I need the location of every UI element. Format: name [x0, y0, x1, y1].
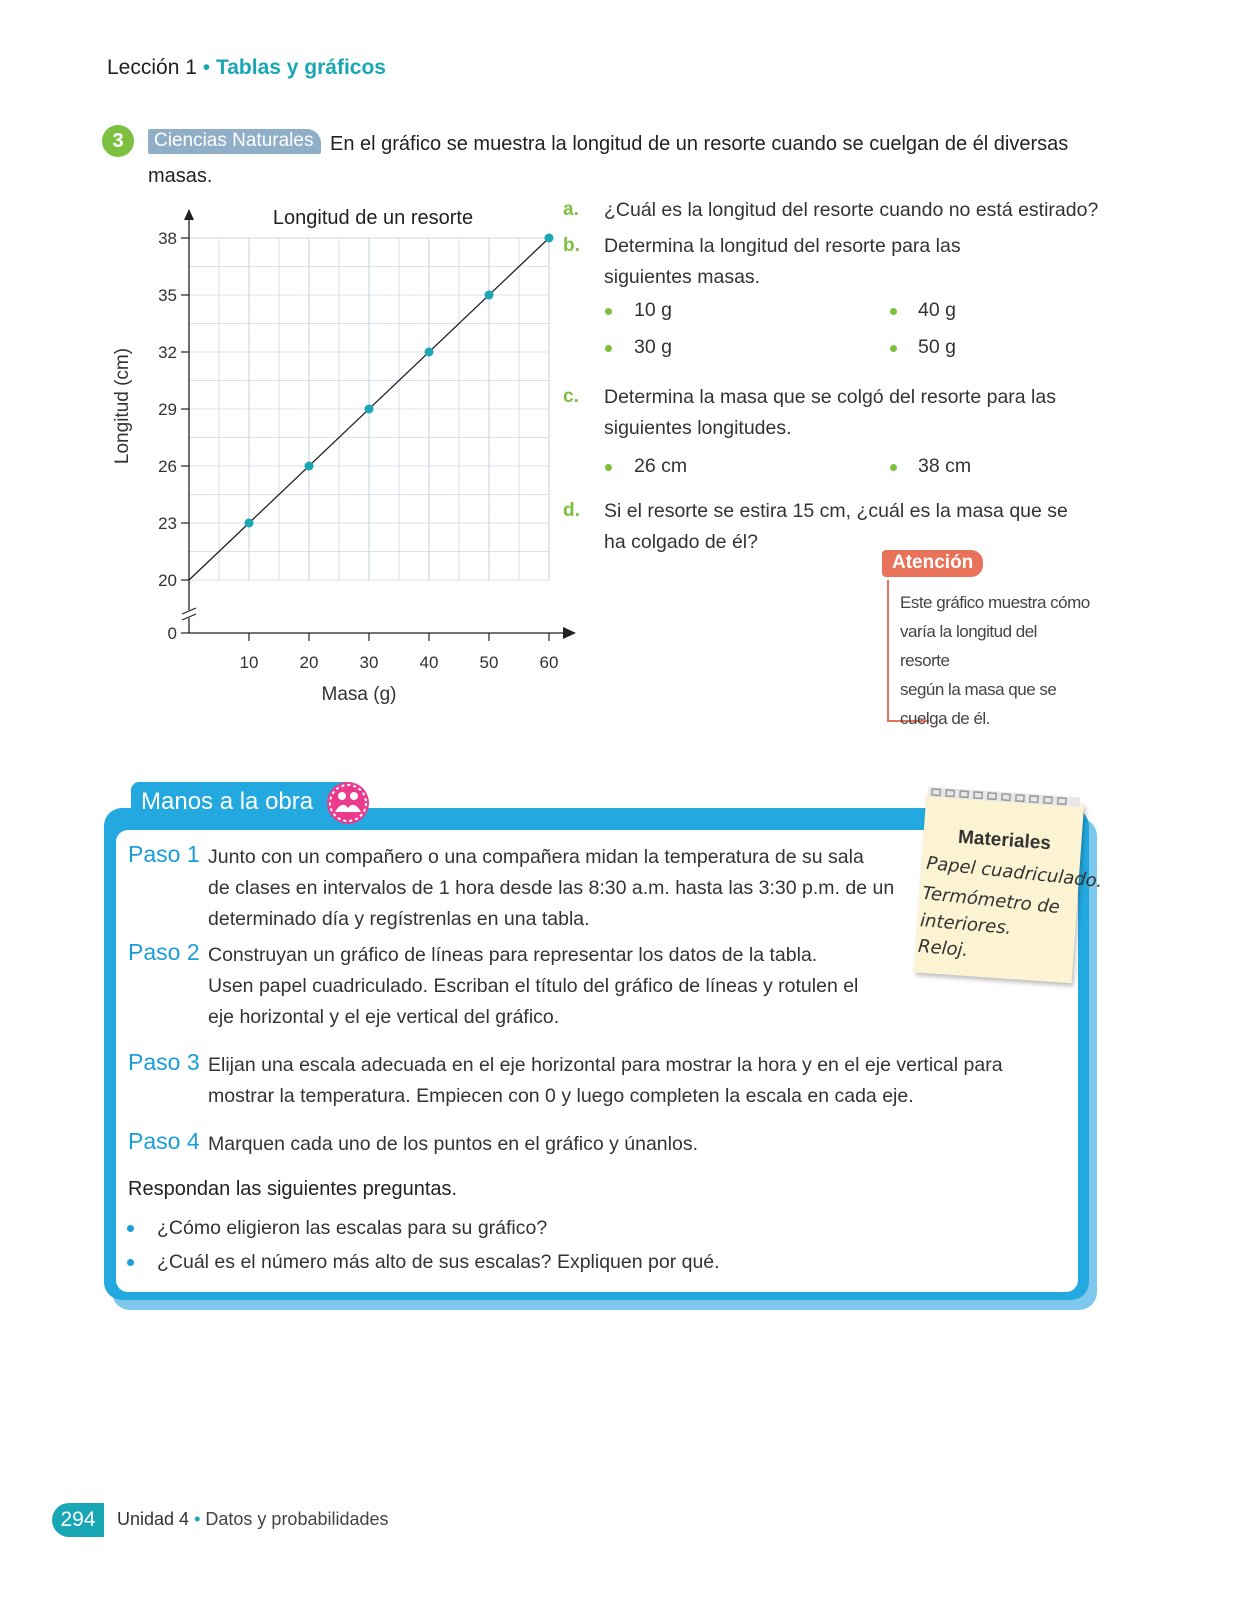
respond-title: Respondan las siguientes preguntas.: [128, 1178, 458, 1200]
x-tick-label: 30: [359, 653, 379, 672]
paso-1-text: [208, 842, 894, 935]
lesson-separator: •: [202, 56, 211, 79]
paso-line: Usen papel cuadriculado. Escriban el título del gráfico de líneas y rotulen el: [208, 975, 859, 997]
question-b-line-2: siguientes masas.: [604, 266, 761, 288]
data-point: [425, 348, 434, 357]
unit-separator: •: [194, 1509, 201, 1529]
x-tick-label: 60: [539, 653, 559, 672]
data-point: [545, 234, 554, 243]
bullet-icon: [605, 345, 612, 352]
y-axis-arrow-icon: [184, 209, 194, 220]
y-tick-label: 23: [158, 514, 177, 533]
x-tick-label: 40: [419, 653, 439, 672]
list-item: 38 cm: [918, 455, 972, 477]
activity-title: Manos a la obra: [131, 782, 353, 822]
teamwork-icon: [327, 782, 369, 824]
unit-name: Datos y probabilidades: [205, 1509, 389, 1529]
paso-2-text: [208, 940, 858, 1033]
unit-footer: [117, 1509, 389, 1530]
chart-x-axis-label: Masa (g): [321, 684, 397, 705]
paso-line: de clases en intervalos de 1 hora desde las 8:30 a.m. hasta las 3:30 p.m. de un: [208, 877, 895, 899]
data-point: [305, 462, 314, 471]
question-a-text: ¿Cuál es la longitud del resorte cuando no está estirado?: [604, 199, 1099, 221]
data-point: [245, 519, 254, 528]
chart-y-axis-label: Longitud (cm): [112, 347, 133, 465]
paso-4-text: [208, 1129, 698, 1160]
bullet-icon: [890, 464, 897, 471]
paso-line: mostrar la temperatura. Empiecen con 0 y luego completen la escala en cada eje.: [208, 1085, 914, 1107]
paso-line: Junto con un compañero o una compañera midan la temperatura de su sala: [208, 846, 864, 868]
question-a-letter: a.: [563, 199, 579, 220]
chart-axes: [158, 209, 576, 672]
data-point: [365, 405, 374, 414]
exercise-number-badge: 3: [102, 125, 134, 157]
data-point: [485, 291, 494, 300]
unit-label: Unidad 4: [117, 1509, 190, 1529]
paso-line: Construyan un gráfico de líneas para representar los datos de la tabla.: [208, 944, 818, 966]
question-c-line-2: siguientes longitudes.: [604, 417, 792, 439]
x-tick-label: 10: [239, 653, 259, 672]
bullet-icon: [605, 308, 612, 315]
list-item: 26 cm: [634, 455, 688, 477]
spring-length-chart: [100, 200, 590, 720]
y-tick-label: 32: [158, 343, 177, 362]
y-tick-label: 20: [158, 571, 177, 590]
paso-2-label: Paso 2: [128, 939, 200, 965]
attention-tag: Atención: [882, 550, 983, 577]
paso-3-text: [208, 1050, 1003, 1112]
lesson-topic: Tablas y gráficos: [215, 56, 386, 79]
materials-item: interiores.: [919, 910, 1013, 939]
list-item: 50 g: [918, 336, 956, 358]
question-b-line-1: Determina la longitud del resorte para las: [604, 235, 961, 257]
subject-tag: Ciencias Naturales: [148, 129, 321, 154]
question-c-letter: c.: [563, 386, 579, 407]
x-tick-label: 20: [299, 653, 319, 672]
attention-line: cuelga de él.: [900, 709, 990, 728]
materials-item: Papel cuadriculado.: [925, 852, 1104, 893]
chart-title: Longitud de un resorte: [272, 207, 474, 229]
attention-line: Este gráfico muestra cómo: [900, 593, 1090, 612]
attention-text: [900, 588, 1090, 733]
materials-item: Reloj.: [917, 935, 970, 962]
paso-line: Marquen cada uno de los puntos en el gráfico y únanlos.: [208, 1133, 698, 1155]
bullet-icon: [890, 345, 897, 352]
y-tick-label: 0: [167, 624, 177, 643]
respond-item: ¿Cómo eligieron las escalas para su gráfico?: [157, 1217, 548, 1239]
list-item: 10 g: [634, 299, 672, 321]
exercise-intro: En el gráfico se muestra la longitud de un resorte cuando se cuelgan de él diversas masas.: [148, 133, 1069, 187]
page-number: 294: [52, 1503, 104, 1537]
bullet-icon: [605, 464, 612, 471]
y-tick-label: 38: [158, 229, 177, 248]
paso-line: eje horizontal y el eje vertical del gráfico.: [208, 1006, 560, 1028]
x-axis-arrow-icon: [563, 627, 576, 639]
paso-line: determinado día y regístrenlas en una tabla.: [208, 908, 590, 930]
list-item: 40 g: [918, 299, 956, 321]
lesson-header: [107, 56, 386, 80]
y-tick-label: 29: [158, 400, 177, 419]
question-b-letter: b.: [563, 235, 580, 256]
paso-line: Elijan una escala adecuada en el eje horizontal para mostrar la hora y en el eje vertical para: [208, 1054, 1003, 1076]
question-c-line-1: Determina la masa que se colgó del resorte para las: [604, 386, 1056, 408]
list-item: 30 g: [634, 336, 672, 358]
respond-item: ¿Cuál es el número más alto de sus escalas? Expliquen por qué.: [157, 1251, 720, 1273]
paso-4-label: Paso 4: [128, 1128, 200, 1154]
attention-line: varía la longitud del resorte: [900, 622, 1037, 670]
y-tick-label: 35: [158, 286, 177, 305]
paso-1-label: Paso 1: [128, 841, 200, 867]
question-d-line-2: ha colgado de él?: [604, 531, 758, 553]
chart-marks: [189, 234, 554, 581]
attention-line: según la masa que se: [900, 680, 1057, 699]
bullet-icon: [127, 1259, 134, 1266]
y-tick-label: 26: [158, 457, 177, 476]
lesson-label: Lección 1: [107, 56, 197, 79]
bullet-icon: [890, 308, 897, 315]
x-tick-label: 50: [479, 653, 499, 672]
materials-item: Termómetro de: [921, 882, 1061, 919]
question-d-line-1: Si el resorte se estira 15 cm, ¿cuál es la masa que se: [604, 500, 1068, 522]
paso-3-label: Paso 3: [128, 1049, 200, 1075]
materials-title: Materiales: [957, 826, 1052, 855]
bullet-icon: [127, 1225, 134, 1232]
question-d-letter: d.: [563, 500, 580, 521]
